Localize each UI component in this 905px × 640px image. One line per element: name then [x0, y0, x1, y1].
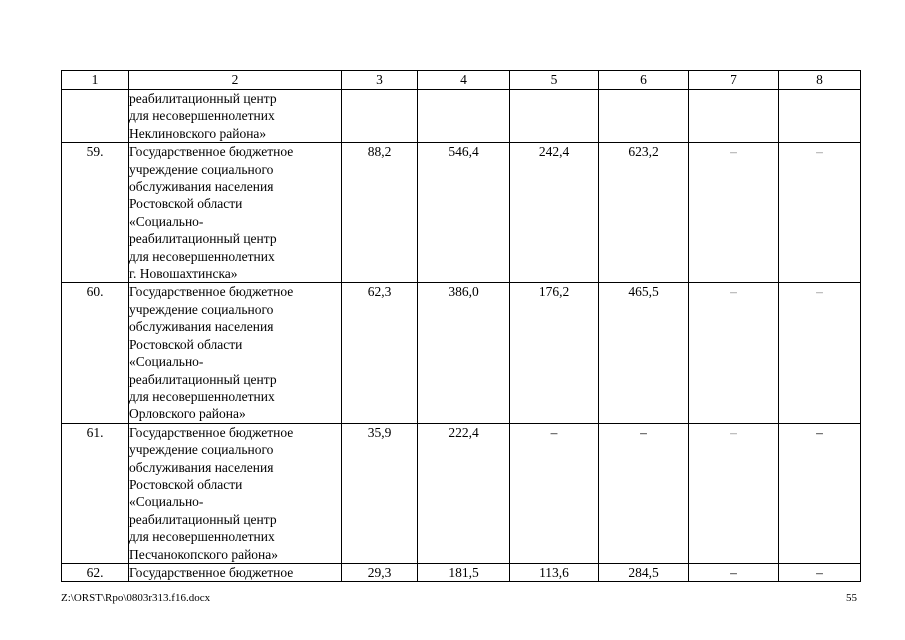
name-line: обслуживания населения: [129, 179, 274, 195]
name-line: учреждение социального: [129, 442, 274, 458]
name-line: Орловского района»: [129, 406, 246, 422]
value-cell: 242,4: [510, 143, 599, 283]
table-row: [62, 423, 861, 563]
name-line: Ростовской области: [129, 336, 243, 352]
value-cell: [779, 90, 861, 143]
institution-name-cell: [129, 423, 342, 563]
name-line: Государственное бюджетное: [129, 564, 294, 580]
row-number-cell: [62, 90, 129, 143]
name-line: для несовершеннолетних: [129, 248, 275, 264]
name-line: реабилитационный центр: [129, 231, 277, 247]
value-cell: [689, 90, 779, 143]
column-header: 6: [599, 71, 689, 90]
column-header: 2: [129, 71, 342, 90]
value-cell: –: [689, 563, 779, 581]
value-cell: 284,5: [599, 563, 689, 581]
name-line: реабилитационный центр: [129, 91, 277, 106]
name-line: «Социально-: [129, 354, 204, 370]
name-line: обслуживания населения: [129, 319, 274, 335]
institution-name-cell: [129, 143, 342, 283]
row-number: 61.: [62, 423, 129, 563]
value-cell: 465,5: [599, 283, 689, 423]
table-row: [62, 283, 861, 423]
value-cell: [510, 90, 599, 143]
institution-name-cell: [129, 90, 342, 143]
value-cell: [418, 90, 510, 143]
row-number: 62.: [62, 563, 129, 581]
column-header: 8: [779, 71, 861, 90]
value-cell: 88,2: [342, 143, 418, 283]
name-line: для несовершеннолетних: [129, 388, 275, 404]
name-line: учреждение социального: [129, 301, 274, 317]
footer-page-number: 55: [846, 592, 857, 604]
name-line: Государственное бюджетное: [129, 144, 294, 160]
table-row: [62, 563, 861, 581]
name-line: для несовершеннолетних: [129, 529, 275, 545]
value-cell: 181,5: [418, 563, 510, 581]
column-header: 5: [510, 71, 599, 90]
value-cell: 546,4: [418, 143, 510, 283]
name-line: учреждение социального: [129, 161, 274, 177]
name-line: реабилитационный центр: [129, 511, 277, 527]
name-line: обслуживания населения: [129, 459, 274, 475]
value-cell: –: [510, 423, 599, 563]
name-line: Неклиновского района»: [129, 125, 267, 141]
row-number: 60.: [62, 283, 129, 423]
value-cell: –: [779, 563, 861, 581]
column-header: 1: [62, 71, 129, 90]
name-line: Ростовской области: [129, 196, 243, 212]
value-cell: 176,2: [510, 283, 599, 423]
table-row: [62, 143, 861, 283]
name-line: Государственное бюджетное: [129, 284, 294, 300]
value-cell: 35,9: [342, 423, 418, 563]
name-line: Песчанокопского района»: [129, 546, 279, 562]
name-line: для несовершеннолетних: [129, 108, 275, 124]
column-header: 4: [418, 71, 510, 90]
name-line: г. Новошахтинска»: [129, 266, 238, 282]
budget-table: [61, 70, 861, 582]
footer-file-path: Z:\ORST\Rpo\0803r313.f16.docx: [61, 592, 211, 604]
value-cell: –: [779, 283, 861, 423]
value-cell: –: [599, 423, 689, 563]
value-cell: –: [689, 423, 779, 563]
column-header: 7: [689, 71, 779, 90]
value-cell: [342, 90, 418, 143]
institution-name-cell: [129, 283, 342, 423]
value-cell: 29,3: [342, 563, 418, 581]
name-line: Государственное бюджетное: [129, 424, 294, 440]
value-cell: [599, 90, 689, 143]
value-cell: –: [689, 283, 779, 423]
row-number: 59.: [62, 143, 129, 283]
column-header: 3: [342, 71, 418, 90]
header-row: [62, 71, 861, 90]
institution-name-cell: [129, 563, 342, 581]
value-cell: 222,4: [418, 423, 510, 563]
value-cell: –: [779, 143, 861, 283]
name-line: «Социально-: [129, 494, 204, 510]
value-cell: 623,2: [599, 143, 689, 283]
name-line: «Социально-: [129, 213, 204, 229]
value-cell: 62,3: [342, 283, 418, 423]
value-cell: –: [779, 423, 861, 563]
value-cell: 386,0: [418, 283, 510, 423]
table-row-continuation: [62, 90, 861, 143]
value-cell: –: [689, 143, 779, 283]
name-line: Ростовской области: [129, 476, 243, 492]
value-cell: 113,6: [510, 563, 599, 581]
name-line: реабилитационный центр: [129, 371, 277, 387]
